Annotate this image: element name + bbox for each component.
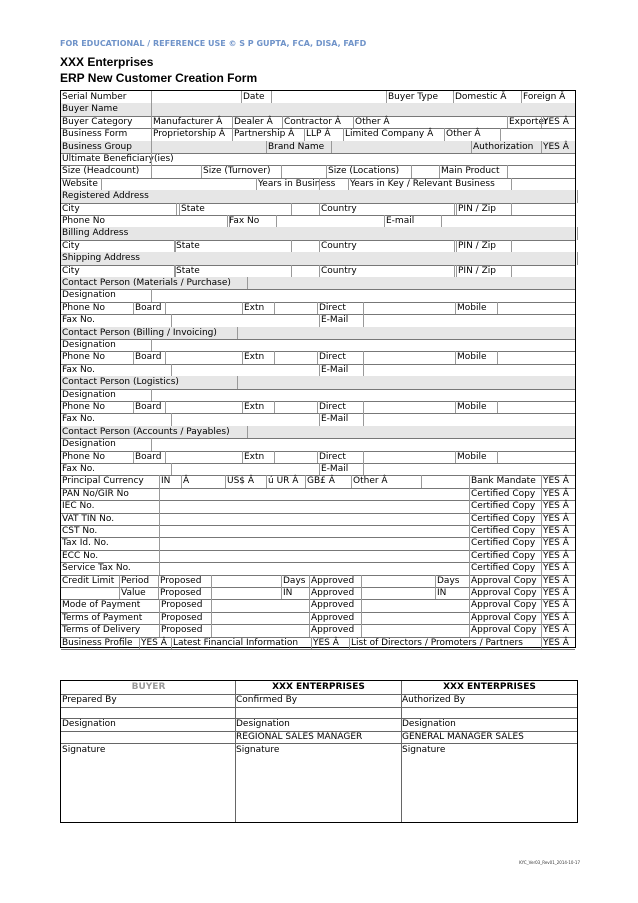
form-field-label: Terms of Delivery: [62, 625, 141, 636]
form-field-input[interactable]: [211, 587, 281, 599]
form-field-input[interactable]: [577, 190, 579, 202]
form-field-label: IN: [281, 587, 309, 599]
form-field-label: Manufacturer Â: [151, 116, 232, 128]
form-field-input[interactable]: [497, 351, 577, 363]
form-field-label: Certified Copy: [469, 550, 541, 562]
form-field-input[interactable]: [411, 165, 439, 177]
form-field-input[interactable]: [274, 451, 317, 463]
form-row: [61, 215, 575, 228]
form-row: [61, 513, 575, 526]
form-field-label: Years in Business: [258, 178, 336, 189]
form-field-label: Principal Currency: [62, 476, 144, 487]
form-field-input[interactable]: [331, 141, 471, 153]
form-row: [61, 451, 575, 464]
form-field-label: Country: [319, 265, 454, 277]
form-field-input[interactable]: [363, 463, 577, 475]
form-field-input[interactable]: [511, 178, 577, 190]
form-field-label: PAN No/GIR No: [62, 488, 129, 499]
form-field-input[interactable]: [151, 91, 241, 103]
form-field-input[interactable]: [274, 401, 317, 413]
form-row: [61, 475, 575, 488]
form-field-label: YES Â: [541, 475, 577, 487]
form-field-input[interactable]: [171, 413, 319, 425]
form-field-label: Certified Copy: [469, 513, 541, 525]
form-field-input[interactable]: [511, 265, 577, 277]
form-field-label: YES Â: [541, 575, 577, 587]
form-row: [61, 103, 575, 116]
form-field-input[interactable]: [291, 240, 319, 252]
form-row: [61, 550, 575, 563]
form-field-label: Days: [281, 575, 309, 587]
form-field-label: Contact Person (Accounts / Payables): [62, 426, 230, 437]
form-field-input[interactable]: [500, 128, 577, 140]
regional-sales-manager: REGIONAL SALES MANAGER: [236, 732, 363, 742]
form-field-label: Approval Copy: [469, 587, 541, 599]
form-field-input[interactable]: [497, 401, 577, 413]
authorized-by-label: Authorized By: [402, 695, 466, 705]
form-field-label: Contact Person (Billing / Invoicing): [62, 327, 217, 338]
form-row: [61, 265, 575, 278]
form-field-label: Contact Person (Logistics): [62, 377, 179, 388]
form-field-label: Designation: [62, 340, 116, 350]
enterprise-header: XXX ENTERPRISES: [443, 682, 536, 692]
form-field-label: GB£ Â: [305, 475, 351, 487]
form-field-label: Business Profile: [62, 637, 133, 648]
form-row: [61, 525, 575, 538]
form-field-label: IEC No.: [62, 501, 95, 512]
form-row: [61, 612, 575, 625]
form-field-input[interactable]: [291, 203, 319, 215]
confirmed-by-label: Confirmed By: [236, 695, 298, 705]
form-field-input[interactable]: [171, 364, 319, 376]
form-field-label: Years in Key / Relevant Business: [348, 178, 511, 190]
form-field-label: Dealer Â: [232, 116, 282, 128]
row-divider: [61, 707, 577, 708]
form-row: [61, 339, 575, 352]
prepared-by-label: Prepared By: [62, 695, 117, 705]
form-field-label: Limited Company Â: [343, 128, 444, 140]
form-field-label: YES Â: [541, 562, 577, 574]
form-field-input[interactable]: [151, 165, 201, 177]
form-field-input[interactable]: [211, 612, 309, 624]
form-field-label: Fax No.: [62, 464, 95, 474]
form-field-label: Designation: [62, 290, 116, 301]
form-field-label: Other Â: [353, 116, 507, 128]
form-field-label: Buyer Category: [62, 116, 133, 127]
form-field-label: Extn: [242, 351, 274, 363]
form-field-input[interactable]: [363, 351, 455, 363]
form-row: [61, 587, 575, 600]
form-field-label: YES Â: [541, 488, 577, 500]
form-field-label: Board: [133, 351, 165, 363]
form-field-label: Proposed: [158, 587, 211, 599]
form-field-input[interactable]: [237, 327, 577, 339]
form-field-input[interactable]: [151, 141, 266, 153]
form-row: [61, 128, 575, 141]
form-field-label: Approval Copy: [469, 575, 541, 587]
form-field-input[interactable]: [363, 364, 577, 376]
form-row: [61, 190, 575, 203]
form-field-label: Buyer Type: [386, 91, 453, 103]
form-field-label: Fax No: [227, 215, 276, 227]
form-field-label: Country: [319, 203, 454, 215]
form-field-label: Website: [62, 178, 98, 189]
form-row: [61, 240, 575, 253]
form-field-label: Direct: [317, 351, 363, 363]
form-field-label: Domestic Â: [453, 91, 521, 103]
designation-label: Designation: [236, 719, 290, 729]
form-field-input[interactable]: [271, 91, 386, 103]
form-field-label: Buyer Name: [62, 104, 118, 115]
form-row: [61, 488, 575, 501]
form-row: [61, 575, 575, 588]
form-field-label: Proposed: [159, 612, 211, 624]
form-field-label: YES Â: [541, 550, 577, 562]
form-field-input[interactable]: [211, 599, 309, 611]
form-field-input[interactable]: [151, 289, 577, 301]
form-field-label: ECC No.: [62, 550, 99, 561]
form-field-label: State: [179, 203, 291, 215]
form-row: [61, 500, 575, 513]
form-field-label: Bank Mandate: [469, 475, 541, 487]
form-field-input[interactable]: [151, 438, 577, 450]
form-field-input[interactable]: [159, 500, 469, 512]
form-field-label: Size (Turnover): [201, 165, 281, 177]
form-field-label: Credit Limit: [62, 575, 115, 586]
form-field-label: Approval Copy: [469, 599, 541, 611]
form-field-label: Fax No.: [62, 414, 95, 425]
form-field-label: Phone No: [62, 216, 105, 226]
general-manager-sales: GENERAL MANAGER SALES: [402, 732, 524, 742]
form-field-label: Billing Address: [62, 228, 129, 239]
form-row: [61, 364, 575, 377]
form-row: [61, 389, 575, 402]
form-field-label: Size (Headcount): [62, 166, 140, 177]
signature-label: Signature: [62, 745, 106, 755]
form-row: [61, 537, 575, 550]
enterprise-header: XXX ENTERPRISES: [272, 682, 365, 692]
form-field-label: Brand Name: [266, 141, 331, 153]
form-row: [61, 178, 575, 191]
form-field-label: Ultimate Beneficiary(ies): [62, 154, 174, 164]
form-row: [61, 599, 575, 612]
form-row: [61, 277, 575, 290]
form-field-label: Exporter: [509, 116, 548, 127]
form-field-input[interactable]: [274, 302, 317, 314]
form-field-label: Direct: [317, 451, 363, 463]
form-field-label: Mobile: [455, 401, 497, 413]
form-field-label: Terms of Payment: [62, 612, 143, 623]
form-field-label: Size (Locations): [326, 165, 411, 177]
form-field-input[interactable]: [247, 426, 577, 438]
form-field-label: Latest Financial Information: [171, 637, 311, 649]
form-field-input[interactable]: [511, 240, 577, 252]
form-field-label: Certified Copy: [469, 500, 541, 512]
form-field-label: Phone No: [62, 302, 105, 313]
form-field-label: City: [62, 265, 80, 276]
form-field-label: Certified Copy: [469, 537, 541, 549]
form-field-input[interactable]: [171, 463, 319, 475]
form-field-label: Approval Copy: [469, 624, 541, 636]
form-field-label: YES Â: [541, 525, 577, 537]
form-row: [61, 165, 575, 178]
form-field-input[interactable]: [363, 314, 577, 326]
form-field-label: YES Â: [541, 599, 577, 611]
designation-label: Designation: [62, 719, 116, 729]
form-row: [61, 302, 575, 315]
form-field-input[interactable]: [151, 389, 577, 401]
form-field-label: Direct: [317, 401, 363, 413]
form-field-label: Shipping Address: [62, 253, 140, 264]
form-field-label: Extn: [242, 401, 274, 413]
row-divider: [61, 718, 577, 719]
form-field-label: Fax No.: [62, 315, 95, 326]
form-field-label: US$ Â: [225, 475, 266, 487]
form-field-input[interactable]: [159, 550, 469, 562]
form-field-label: YES Â: [541, 624, 577, 636]
form-field-label: PIN / Zip: [456, 240, 511, 252]
form-field-label: Board: [133, 302, 165, 314]
form-field-label: Approved: [309, 575, 361, 587]
form-field-input[interactable]: [577, 252, 579, 264]
form-field-label: Approved: [309, 612, 361, 624]
form-field-input[interactable]: [211, 575, 281, 587]
form-row: [61, 562, 575, 575]
form-row: [61, 624, 575, 637]
form-row: [61, 463, 575, 476]
form-row: [61, 227, 575, 240]
form-row: [61, 153, 575, 166]
form-field-label: YES Â: [139, 637, 171, 649]
form-field-label: List of Directors / Promoters / Partners: [349, 637, 541, 649]
form-field-label: Approved: [309, 599, 361, 611]
form-field-label: E-Mail: [319, 364, 363, 376]
form-field-label: YES Â: [541, 587, 577, 599]
company-name: XXX Enterprises: [60, 55, 154, 69]
form-field-input[interactable]: [159, 537, 469, 549]
form-field-input[interactable]: [165, 401, 242, 413]
form-row: [61, 426, 575, 439]
form-field-label: Phone No: [62, 352, 105, 363]
form-field-label: Authorization: [471, 141, 541, 153]
form-field-input[interactable]: [281, 165, 326, 177]
form-field-label: Contractor Â: [282, 116, 353, 128]
form-field-label: City: [62, 240, 80, 251]
form-field-label: Proposed: [159, 599, 211, 611]
form-field-label: Certified Copy: [469, 488, 541, 500]
form-field-input[interactable]: [577, 227, 579, 239]
form-field-label: YES Â: [541, 612, 577, 624]
form-row: [61, 314, 575, 327]
form-field-label: E-Mail: [319, 413, 363, 425]
form-field-label: Proprietorship Â: [151, 128, 232, 140]
form-field-label: YES Â: [541, 537, 577, 549]
form-field-input[interactable]: [421, 475, 469, 487]
form-field-input[interactable]: [363, 302, 455, 314]
form-field-input[interactable]: [61, 587, 119, 599]
form-field-label: Other Â: [351, 475, 421, 487]
form-field-label: Service Tax No.: [62, 563, 131, 574]
form-field-label: Other Â: [444, 128, 500, 140]
form-field-input[interactable]: [511, 203, 577, 215]
form-field-label: E-mail: [384, 215, 441, 227]
form-field-label: YES Â: [541, 116, 577, 128]
form-field-label: Proposed: [159, 624, 211, 636]
signoff-table: [60, 680, 578, 823]
form-field-label: Certified Copy: [469, 562, 541, 574]
form-field-label: Fax No.: [62, 364, 95, 375]
form-row: [61, 401, 575, 414]
form-row: [61, 141, 575, 154]
form-field-label: Registered Address: [62, 191, 149, 202]
form-field-label: ú UR Â: [266, 475, 305, 487]
form-field-label: Certified Copy: [469, 525, 541, 537]
form-field-label: Mobile: [455, 451, 497, 463]
form-field-input[interactable]: [363, 401, 455, 413]
form-field-input[interactable]: [276, 215, 384, 227]
form-field-input[interactable]: [441, 215, 577, 227]
form-field-label: Board: [133, 401, 165, 413]
form-row: [61, 91, 575, 104]
form-field-input[interactable]: [165, 302, 242, 314]
form-field-input[interactable]: [291, 265, 319, 277]
form-field-label: Mode of Payment: [62, 600, 141, 611]
form-field-label: Designation: [62, 439, 116, 450]
form-field-input[interactable]: [497, 451, 577, 463]
form-field-label: Date: [241, 91, 271, 103]
form-field-input[interactable]: [507, 165, 577, 177]
form-field-input[interactable]: [361, 575, 435, 587]
form-field-label: Approval Copy: [469, 612, 541, 624]
form-field-input[interactable]: [151, 153, 577, 165]
form-field-label: PIN / Zip: [456, 265, 511, 277]
form-field-label: Designation: [62, 389, 116, 400]
form-field-label: Serial Number: [62, 92, 127, 102]
form-field-label: Business Form: [62, 129, 128, 140]
form-field-input[interactable]: [247, 277, 577, 289]
form-field-input[interactable]: [319, 178, 348, 190]
form-field-label: Mobile: [455, 351, 497, 363]
form-field-label: Days: [435, 575, 469, 587]
form-field-input[interactable]: [159, 488, 469, 500]
form-field-input[interactable]: [171, 314, 319, 326]
form-row: [61, 116, 575, 129]
form-row: [61, 438, 575, 451]
form-field-input[interactable]: [361, 624, 469, 636]
form-field-label: Mobile: [455, 302, 497, 314]
form-field-label: PIN / Zip: [456, 203, 511, 215]
form-field-label: YES Â: [541, 637, 577, 649]
form-field-label: YES Â: [311, 637, 349, 649]
form-field-input[interactable]: [497, 302, 577, 314]
document-version-code: KYC_Ver03_Rev01_2014-10-17: [519, 860, 580, 865]
form-field-input[interactable]: [363, 413, 577, 425]
form-field-input[interactable]: [361, 587, 435, 599]
form-field-label: Extn: [242, 451, 274, 463]
form-row: [61, 252, 575, 265]
form-field-input[interactable]: [165, 351, 242, 363]
form-field-input[interactable]: [363, 451, 455, 463]
form-field-input[interactable]: [211, 624, 309, 636]
form-field-label: E-Mail: [319, 314, 363, 326]
form-field-label: Â: [181, 475, 225, 487]
form-field-input[interactable]: [165, 451, 242, 463]
form-row: [61, 351, 575, 364]
form-field-label: Value: [119, 587, 158, 599]
form-row: [61, 289, 575, 302]
form-field-label: LLP Â: [304, 128, 343, 140]
form-field-label: Tax Id. No.: [62, 538, 109, 549]
form-field-input[interactable]: [237, 376, 577, 388]
form-field-input[interactable]: [159, 513, 469, 525]
form-field-label: Country: [319, 240, 454, 252]
form-field-label: State: [174, 240, 291, 252]
form-field-label: City: [62, 203, 80, 214]
form-field-label: Board: [133, 451, 165, 463]
form-field-label: Phone No: [62, 451, 105, 462]
form-field-input[interactable]: [361, 612, 469, 624]
form-row: [61, 203, 575, 216]
form-field-label: Direct: [317, 302, 363, 314]
form-field-label: Phone No: [62, 402, 105, 412]
form-field-input[interactable]: [151, 339, 577, 351]
form-field-input[interactable]: [361, 599, 469, 611]
form-field-label: State: [174, 265, 291, 277]
form-field-label: Foreign Â: [521, 91, 577, 103]
form-title: ERP New Customer Creation Form: [60, 71, 258, 85]
form-field-input[interactable]: [159, 525, 469, 537]
form-field-label: Partnership Â: [232, 128, 304, 140]
form-field-label: Contact Person (Materials / Purchase): [62, 278, 231, 288]
form-field-label: Extn: [242, 302, 274, 314]
form-field-label: Proposed: [158, 575, 211, 587]
form-row: [61, 413, 575, 426]
form-field-label: Approved: [309, 587, 361, 599]
form-field-label: YES Â: [541, 513, 577, 525]
form-field-label: IN: [435, 587, 469, 599]
form-field-label: Business Group: [62, 141, 132, 152]
form-field-label: YES Â: [541, 141, 577, 153]
form-field-label: VAT TIN No.: [62, 513, 115, 524]
form-row: [61, 376, 575, 389]
form-field-input[interactable]: [274, 351, 317, 363]
form-row: [61, 327, 575, 340]
form-field-label: Approved: [309, 624, 361, 636]
row-divider: [61, 694, 577, 695]
form-field-label: YES Â: [541, 500, 577, 512]
form-field-label: CST No.: [62, 526, 98, 536]
form-field-input[interactable]: [101, 178, 256, 190]
buyer-header: BUYER: [131, 682, 166, 692]
form-row: [61, 637, 575, 650]
form-field-label: E-Mail: [319, 463, 363, 475]
form-field-input[interactable]: [159, 562, 469, 574]
customer-creation-form: [60, 90, 576, 648]
form-field-label: Period: [119, 575, 158, 587]
form-field-label: IN: [159, 475, 181, 487]
form-field-label: Main Product: [439, 165, 507, 177]
signature-label: Signature: [402, 745, 446, 755]
reference-notice: FOR EDUCATIONAL / REFERENCE USE © S P GUPTA, FCA, DISA, FAFD: [60, 39, 367, 48]
form-field-input[interactable]: [151, 103, 577, 115]
designation-label: Designation: [402, 719, 456, 729]
signature-label: Signature: [236, 745, 280, 755]
